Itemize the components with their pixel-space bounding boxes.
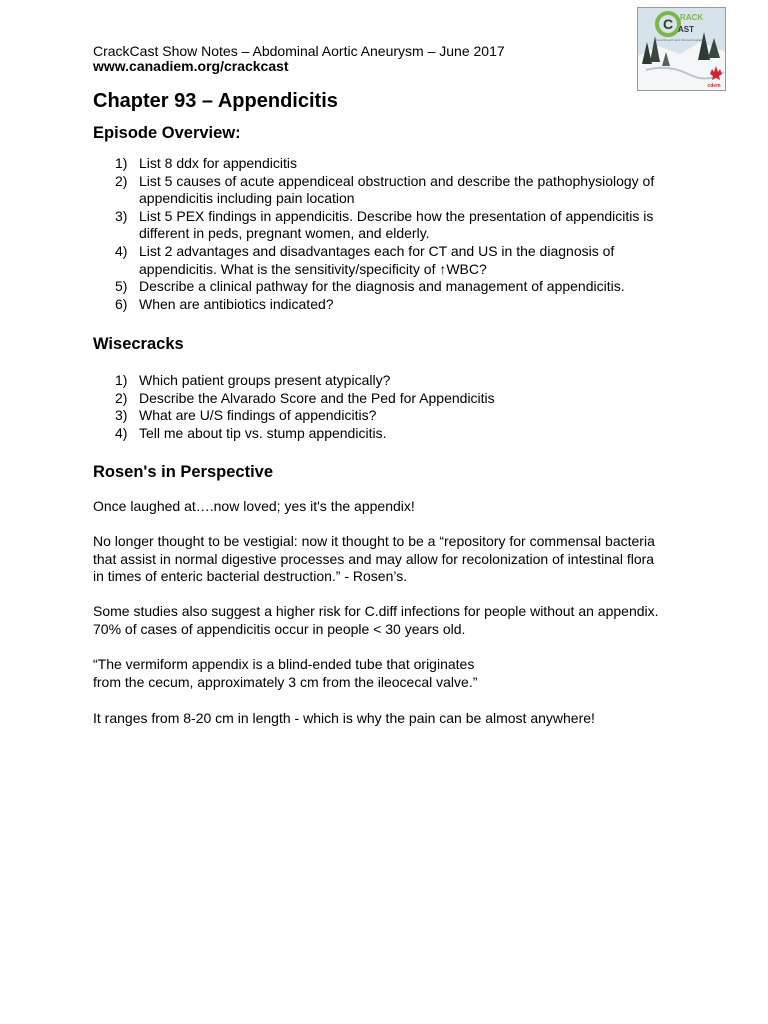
wisecracks-heading: Wisecracks <box>93 335 184 353</box>
rosens-paragraph <box>93 498 693 516</box>
paragraph-line: in times of enteric bacterial destruction.” - Rosen’s. <box>93 568 408 585</box>
crackcast-logo-graphic <box>638 8 725 90</box>
rosens-quote-paragraph <box>93 656 693 691</box>
paragraph-line: from the cecum, approximately 3 cm from the ileocecal valve.” <box>93 673 478 690</box>
header-show-notes-title: CrackCast Show Notes – Abdominal Aortic Aneurysm – June 2017 <box>93 43 505 59</box>
paragraph-line: It ranges from 8-20 cm in length - which is why the pain can be almost anywhere! <box>93 710 595 726</box>
paragraph-line: “The vermiform appendix is a blind-ended tube that originates <box>93 656 475 672</box>
paragraph-line: 70% of cases of appendicitis occur in people < 30 years old. <box>93 620 466 637</box>
list-item-text: What are U/S findings of appendicitis? <box>139 407 377 424</box>
list-item <box>93 372 673 390</box>
paragraph-line: Once laughed at….now loved; yes it's the appendix! <box>93 498 415 514</box>
list-item <box>93 155 673 173</box>
paragraph-line: that assist in normal digestive processes and may allow for recolonization of intestinal flora <box>93 550 655 567</box>
list-item <box>93 243 673 278</box>
list-item <box>93 173 673 208</box>
paragraph-line: No longer thought to be vestigial: now it thought to be a “repository for commensal bacteria <box>93 533 655 549</box>
list-item-text: List 8 ddx for appendicitis <box>139 155 297 171</box>
logo-cdem-badge: cdem <box>707 83 721 89</box>
logo-tagline: Core Rosen's and Clinical Knowledge <box>655 38 707 42</box>
list-item-text: List 5 PEX findings in appendicitis. Describe how the presentation of appendicitis is <box>139 207 654 224</box>
list-item <box>93 278 673 296</box>
list-item <box>93 425 673 443</box>
list-item <box>93 296 673 314</box>
logo-text-rack: RACK <box>680 13 704 22</box>
list-item-number: 3) <box>115 207 128 224</box>
list-item-text: List 5 causes of acute appendiceal obstruction and describe the pathophysiology of <box>139 172 655 189</box>
list-item-text: List 2 advantages and disadvantages each for CT and US in the diagnosis of <box>139 242 615 259</box>
list-item-text: Describe the Alvarado Score and the Ped for Appendicitis <box>139 389 495 406</box>
episode-overview-list <box>93 155 673 313</box>
chapter-title: Chapter 93 – Appendicitis <box>93 90 338 112</box>
list-item-text: appendicitis including pain location <box>139 190 355 207</box>
list-item-number: 2) <box>115 389 128 406</box>
list-item-number: 3) <box>115 407 128 424</box>
wisecracks-list <box>93 372 673 442</box>
paragraph-line: Some studies also suggest a higher risk for C.diff infections for people without an appendix. <box>93 603 659 619</box>
rosens-paragraph <box>93 603 693 638</box>
rosens-paragraph <box>93 710 693 728</box>
list-item-number: 2) <box>115 172 128 189</box>
episode-overview-heading: Episode Overview: <box>93 124 241 142</box>
crackcast-logo <box>637 7 726 91</box>
rosens-perspective-heading: Rosen's in Perspective <box>93 463 274 481</box>
list-item-text: different in peds, pregnant women, and elderly. <box>139 225 430 242</box>
list-item-number: 1) <box>115 372 128 388</box>
logo-text-ast: AST <box>678 25 694 34</box>
rosens-paragraph <box>93 533 693 586</box>
list-item-number: 6) <box>115 295 128 312</box>
list-item-text: Tell me about tip vs. stump appendicitis. <box>139 424 387 441</box>
list-item-number: 1) <box>115 155 128 171</box>
logo-letter-c: C <box>662 16 674 32</box>
list-item-text: When are antibiotics indicated? <box>139 295 334 312</box>
list-item-text: Describe a clinical pathway for the diagnosis and management of appendicitis. <box>139 278 625 295</box>
header-website-url: www.canadiem.org/crackcast <box>93 58 289 74</box>
list-item-text: Which patient groups present atypically? <box>139 372 391 388</box>
list-item-text: appendicitis. What is the sensitivity/specificity of ↑WBC? <box>139 260 487 277</box>
list-item-number: 5) <box>115 278 128 295</box>
list-item-number: 4) <box>115 242 128 259</box>
list-item <box>93 407 673 425</box>
list-item <box>93 208 673 243</box>
list-item <box>93 390 673 408</box>
list-item-number: 4) <box>115 424 128 441</box>
